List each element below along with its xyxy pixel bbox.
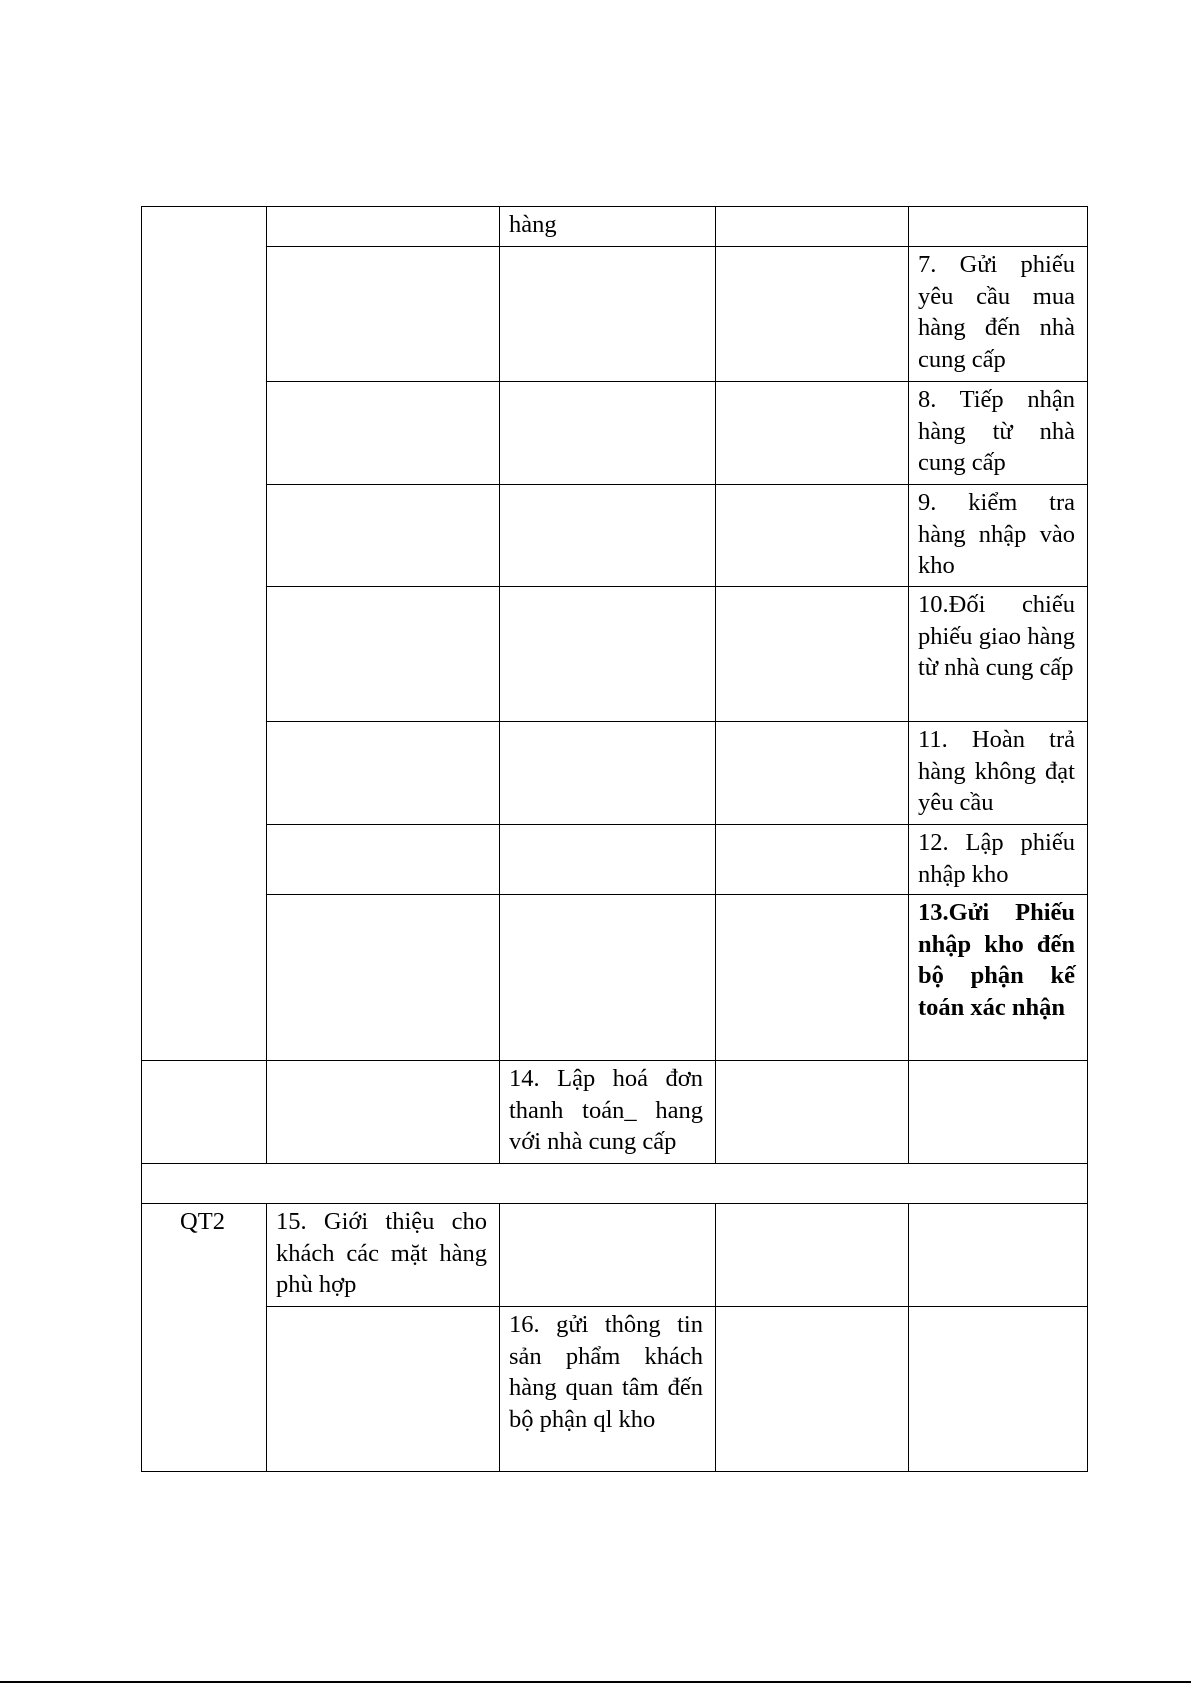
table-cell <box>500 485 716 587</box>
table-cell <box>500 382 716 485</box>
table-cell: 15. Giới thiệu cho khách các mặt hàng phù hợp <box>267 1204 500 1307</box>
table-cell: 11. Hoàn trả hàng không đạt yêu cầu <box>909 722 1088 825</box>
table-cell: 8. Tiếp nhận hàng từ nhà cung cấp <box>909 382 1088 485</box>
table-cell <box>716 1204 909 1307</box>
table-cell <box>142 207 267 1061</box>
table-cell <box>267 485 500 587</box>
table-cell <box>716 587 909 722</box>
table-cell <box>267 825 500 895</box>
table-cell <box>909 1204 1088 1307</box>
table-cell-full <box>142 1164 1088 1204</box>
table-row <box>142 895 1088 1061</box>
table-cell-bold: 13.Gửi Phiếu nhập kho đến bộ phận kế toán xác nhận <box>909 895 1088 1061</box>
table-row <box>142 207 1088 247</box>
table-cell: 10.Đối chiếu phiếu giao hàng từ nhà cung cấp <box>909 587 1088 722</box>
table-cell <box>716 247 909 382</box>
table-cell <box>267 722 500 825</box>
table-row <box>142 825 1088 895</box>
table-row <box>142 485 1088 587</box>
table-row <box>142 587 1088 722</box>
table-cell <box>909 207 1088 247</box>
table-cell <box>716 207 909 247</box>
table-cell <box>267 895 500 1061</box>
table-cell: 7. Gửi phiếu yêu cầu mua hàng đến nhà cung cấp <box>909 247 1088 382</box>
table-cell <box>500 1204 716 1307</box>
table-row <box>142 1204 1088 1307</box>
page-bottom-rule <box>0 1681 1191 1683</box>
table-cell: 16. gửi thông tin sản phẩm khách hàng quan tâm đến bộ phận ql kho <box>500 1307 716 1472</box>
table-row <box>142 382 1088 485</box>
table-row-separator <box>142 1164 1088 1204</box>
table-cell <box>500 587 716 722</box>
table-cell <box>716 1061 909 1164</box>
table-row <box>142 1061 1088 1164</box>
table-cell <box>716 825 909 895</box>
table-cell <box>909 1061 1088 1164</box>
table-cell <box>500 247 716 382</box>
table-cell <box>267 247 500 382</box>
table-cell <box>716 485 909 587</box>
table-cell <box>500 895 716 1061</box>
table-cell <box>142 1061 267 1164</box>
table-cell <box>716 1307 909 1472</box>
table-cell <box>267 1061 500 1164</box>
table-cell <box>267 587 500 722</box>
table-row <box>142 1307 1088 1472</box>
table-cell <box>267 207 500 247</box>
table-row <box>142 722 1088 825</box>
table-cell <box>909 1307 1088 1472</box>
table-cell: 14. Lập hoá đơn thanh toán_ hang với nhà cung cấp <box>500 1061 716 1164</box>
table-cell: 9. kiểm tra hàng nhập vào kho <box>909 485 1088 587</box>
table-cell <box>500 722 716 825</box>
table-cell <box>267 382 500 485</box>
table-cell <box>716 382 909 485</box>
process-table <box>141 206 1088 1472</box>
table-cell <box>716 895 909 1061</box>
table-row <box>142 247 1088 382</box>
table-cell: hàng <box>500 207 716 247</box>
table-cell <box>716 722 909 825</box>
table-cell <box>267 1307 500 1472</box>
table-cell <box>500 825 716 895</box>
table-cell: 12. Lập phiếu nhập kho <box>909 825 1088 895</box>
process-id-cell: QT2 <box>142 1204 267 1472</box>
